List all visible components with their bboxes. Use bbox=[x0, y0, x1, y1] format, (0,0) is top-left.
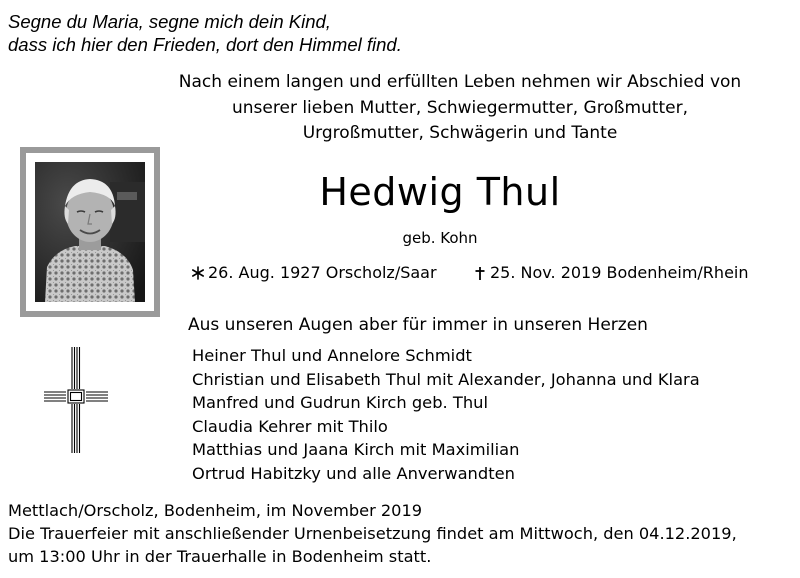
ceremony-line: Die Trauerfeier mit anschließender Urnenbeisetzung findet am Mittwoch, den 04.12.2019, bbox=[8, 524, 737, 543]
verse bbox=[8, 10, 788, 56]
mourner-line: Christian und Elisabeth Thul mit Alexander, Johanna und Klara bbox=[192, 369, 700, 389]
portrait-photo bbox=[35, 162, 145, 302]
intro-line: Nach einem langen und erfüllten Leben nehmen wir Abschied von bbox=[178, 72, 742, 92]
birth-star-icon bbox=[190, 265, 206, 281]
portrait-image bbox=[35, 162, 145, 302]
death-cross-icon bbox=[472, 265, 488, 281]
portrait-frame bbox=[20, 147, 160, 317]
portrait-mat bbox=[26, 153, 154, 311]
place-date: Mettlach/Orscholz, Bodenheim, im November 2019 bbox=[8, 501, 423, 520]
intro-line: unserer lieben Mutter, Schwiegermutter, Großmutter, bbox=[232, 97, 688, 118]
mourner-line: Heiner Thul und Annelore Schmidt bbox=[192, 346, 472, 365]
birth-date bbox=[190, 262, 437, 284]
footer bbox=[8, 499, 798, 568]
mourner-line: Matthias und Jaana Kirch mit Maximilian bbox=[192, 440, 520, 460]
death-date bbox=[472, 262, 749, 284]
cross-icon bbox=[42, 345, 110, 455]
life-dates bbox=[190, 262, 780, 286]
intro-text bbox=[150, 70, 770, 147]
death-text: 25. Nov. 2019 Bodenheim/Rhein bbox=[490, 263, 749, 282]
mourner-line: Claudia Kehrer mit Thilo bbox=[192, 416, 388, 436]
motto: Aus unseren Augen aber für immer in unseren Herzen bbox=[188, 315, 648, 335]
deceased-name: Hedwig Thul bbox=[319, 170, 561, 214]
mourner-line: Ortrud Habitzky und alle Anverwandten bbox=[192, 463, 515, 483]
verse-line: Segne du Maria, segne mich dein Kind, bbox=[8, 11, 331, 32]
maiden-name: geb. Kohn bbox=[402, 229, 478, 247]
verse-line: dass ich hier den Frieden, dort den Himmel find. bbox=[8, 34, 402, 55]
intro-line: Urgroßmutter, Schwägerin und Tante bbox=[302, 123, 618, 143]
birth-text: 26. Aug. 1927 Orscholz/Saar bbox=[208, 263, 437, 282]
mourners-list bbox=[192, 344, 792, 486]
ceremony-line: um 13:00 Uhr in der Trauerhalle in Bodenheim statt. bbox=[8, 547, 432, 566]
mourner-line: Manfred und Gudrun Kirch geb. Thul bbox=[192, 393, 488, 413]
